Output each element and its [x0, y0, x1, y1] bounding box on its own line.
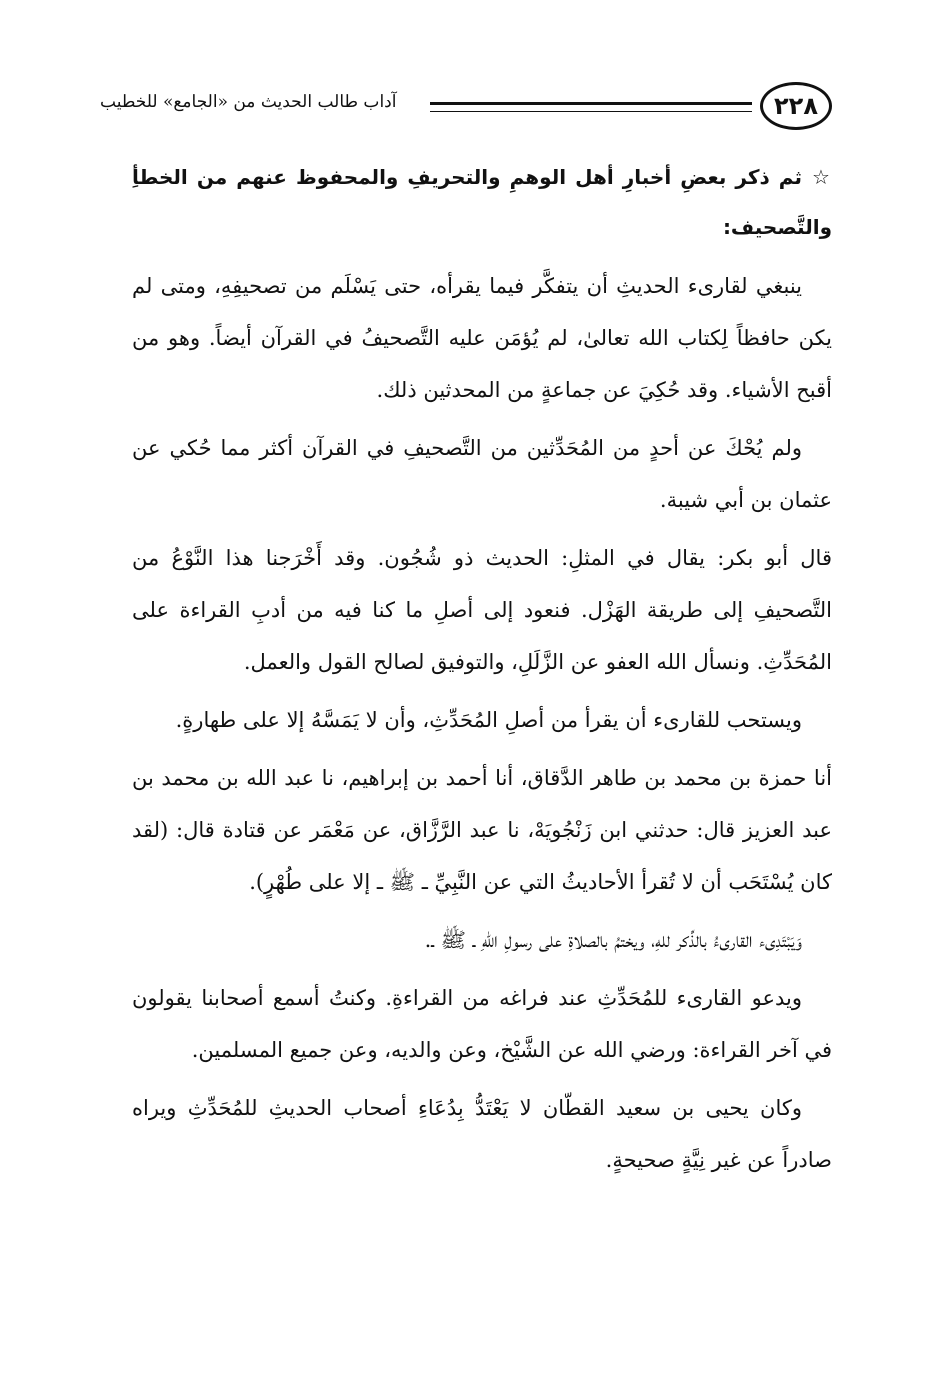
paragraph-text: ويستحب للقارىء أن يقرأ من أصلِ المُحَدِّثِ، وأن لا يَمَسَّهُ إلا على طهارةٍ.	[175, 708, 802, 732]
paragraph-text: ينبغي لقارىء الحديثِ أن يتفكَّر فيما يقرأه، حتى يَسْلَم من تصحيفِهِ، ومتى لم يكن حافظاً لِكتاب الله تعالىٰ، لم يُؤمَن عليه التَّصحيفُ في القرآن أيضاً. وهو من أقبح الأشياء. وقد حُكِيَ عن جماعةٍ من المحدثين ذلك.	[132, 274, 832, 402]
paragraph-text: ولم يُحْكَ عن أحدٍ من المُحَدِّثين من التَّصحيفِ في القرآن أكثر مما حُكي عن عثمان بن أبي شيبة.	[132, 436, 832, 512]
paragraph	[132, 1082, 832, 1186]
paragraph-text: قال أبو بكر: يقال في المثلِ: الحديث ذو شُجُون. وقد أَخْرَجنا هذا النَّوْعُ من التَّصحيفِ إلى طريقة الهَزْل. فنعود إلى أصلِ ما كنا فيه من أدبِ القراءة على المُحَدِّثِ. ونسأل الله العفو عن الزَّلَلِ، والتوفيق لصالح القول والعمل.	[132, 546, 832, 674]
paragraph	[132, 914, 832, 966]
paragraph-text: أنا حمزة بن محمد بن طاهر الدَّقاق، أنا أحمد بن إبراهيم، نا عبد الله بن محمد بن عبد العزيز قال: حدثني ابن زَنْجُويَهْ، نا عبد الرَّزَّاق، عن مَعْمَر عن قتادة قال: (لقد كان يُسْتَحَب أن لا تُقرأ الأحاديثُ التي عن النَّبِيِّ ـ ﷺ ـ إلا على طُهْرٍ).	[132, 766, 832, 894]
paragraph-text: وَيَبْتَدِىء القارىءُ بالذِّكر للهِ، ويختمُ بالصلاةِ على رسولِ اللهِ ـ ﷺ ـ.	[424, 928, 802, 952]
header-rule	[430, 102, 752, 112]
section-heading-text: ثم ذكر بعضِ أخبارِ أهل الوهمِ والتحريفِ والمحفوظ عنهم من الخطأِ والتَّصحيف:	[132, 165, 832, 239]
paragraph-text: وكان يحيى بن سعيد القطّان لا يَعْتَدُّ بِدُعَاءِ أصحاب الحديثِ للمُحَدِّثِ ويراه صادراً عن غير نِيَّةٍ صحيحةٍ.	[132, 1096, 832, 1172]
page-content	[132, 152, 832, 1192]
paragraph	[132, 972, 832, 1076]
page-header	[100, 82, 832, 130]
paragraph	[132, 694, 832, 746]
page-number: ٢٢٨	[760, 82, 832, 130]
running-title: آداب طالب الحديث من «الجامع» للخطيب	[100, 92, 397, 112]
paragraph	[132, 422, 832, 526]
paragraph	[132, 260, 832, 416]
paragraph	[132, 532, 832, 688]
star-icon: ☆	[811, 165, 833, 189]
paragraph-text: ويدعو القارىء للمُحَدِّثِ عند فراغه من القراءةِ. وكنتُ أسمع أصحابنا يقولون في آخر القراءة: ورضي الله عن الشَّيْخ، وعن والديه، وعن جميع المسلمين.	[132, 986, 832, 1062]
paragraph	[132, 752, 832, 908]
section-heading	[132, 152, 832, 252]
